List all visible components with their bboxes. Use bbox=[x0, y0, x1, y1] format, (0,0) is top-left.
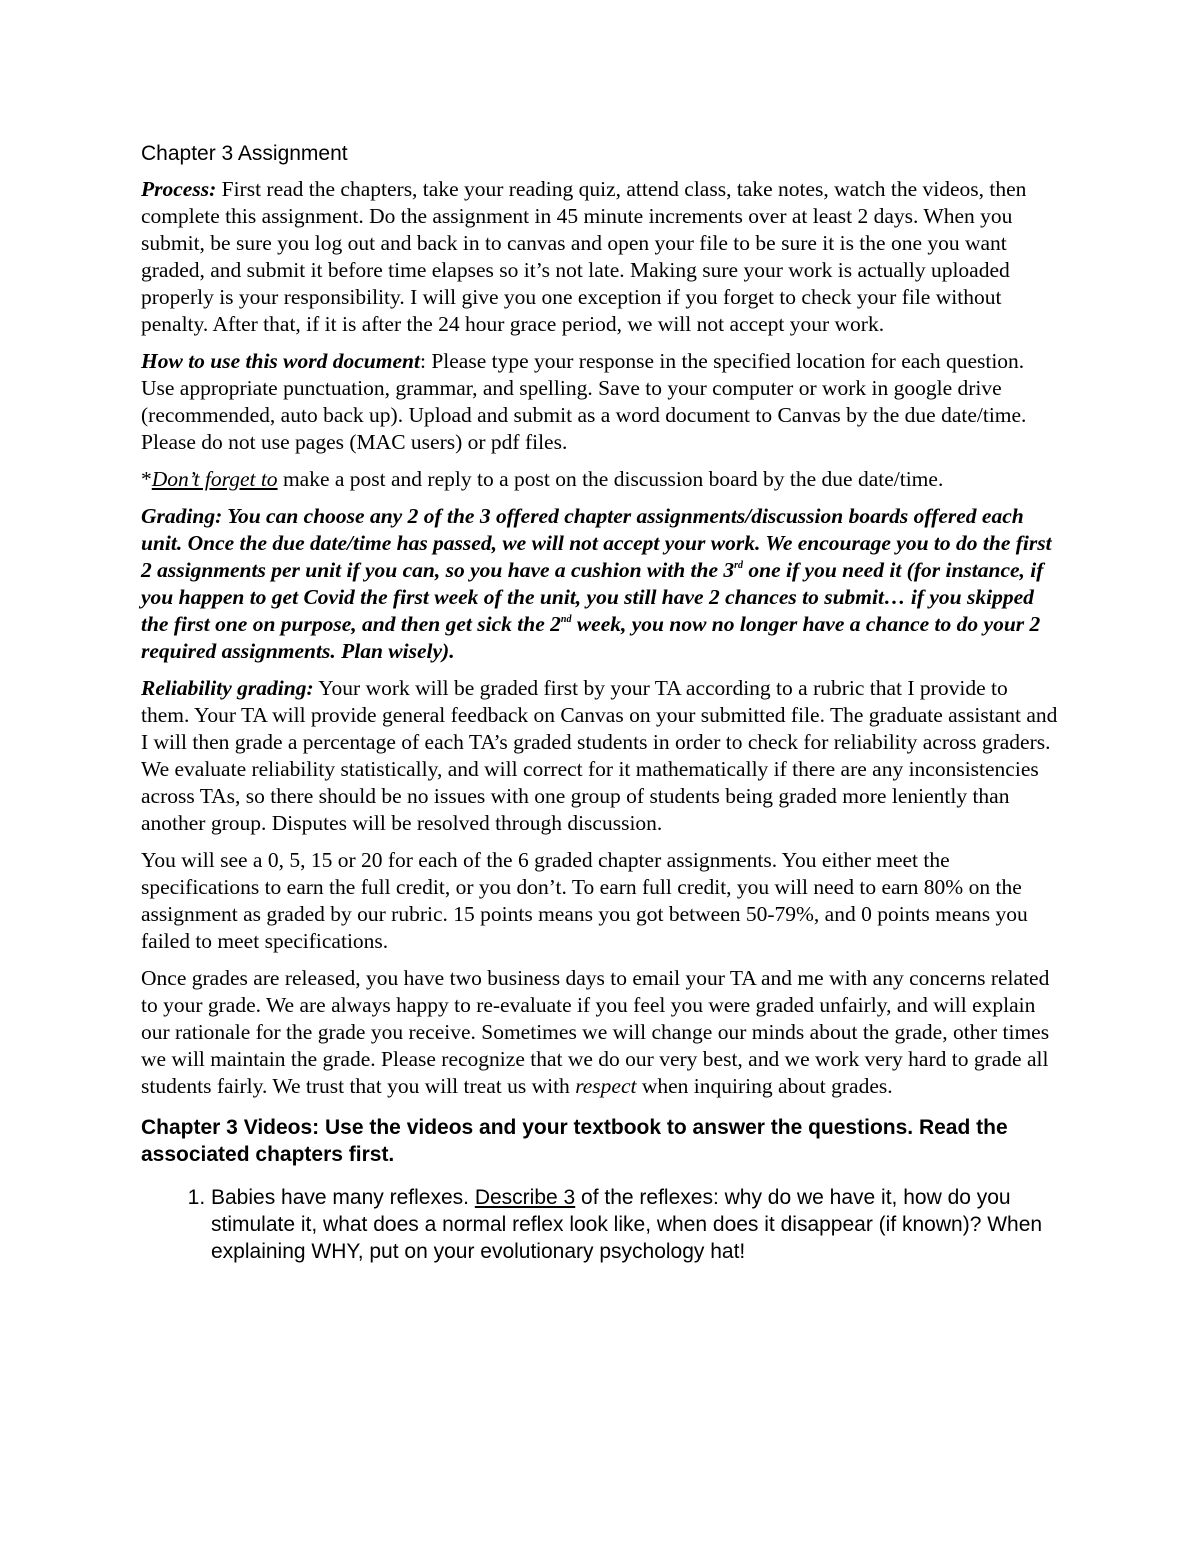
document-page bbox=[141, 140, 1061, 1265]
reminder-emphasis: Don’t forget to bbox=[151, 467, 278, 491]
grades-released-emphasis: respect bbox=[575, 1074, 637, 1098]
scores-paragraph: You will see a 0, 5, 15 or 20 for each of the 6 graded chapter assignments. You either meet the specifications to earn the full credit, or you don’t. To earn full credit, you will need to earn 80% on the assignment as graded by our rubric. 15 points means you got between 50-79%, and 0 points means you failed to meet specifications. bbox=[141, 848, 1028, 953]
question-item bbox=[211, 1184, 1061, 1265]
grades-released-text: Once grades are released, you have two business days to email your TA and me with any concerns related to your grade. We are always happy to re-evaluate if you feel you were graded unfairly, and will explain our rationale for the grade you receive. Sometimes we will change our minds about the grade, other times we will maintain the grade. Please recognize that we do our very best, and we work very hard to grade all students fairly. We trust that you will treat us with bbox=[141, 966, 1050, 1098]
reminder-prefix: * bbox=[141, 467, 152, 491]
grading-sup-nd: nd bbox=[560, 614, 572, 625]
process-label: Process: bbox=[141, 177, 217, 201]
grading-part-1: Grading: You can choose any 2 of the 3 offered chapter assignments/discussion boards offered each unit. Once the due date/time has passed, we will not accept your work. We encourage you to do the first 2 assignments per unit if you can, so you have a cushion with the 3 bbox=[141, 504, 1052, 582]
grading-sup-rd: rd bbox=[734, 560, 744, 571]
grading-part-3: week, you now no longer have a chance to do your 2 required assignments. Plan wisely). bbox=[141, 612, 1041, 663]
grading-part-2: one if you need it (for instance, if you happen to get Covid the first week of the unit, you still have 2 chances to submit… if you skipped the first one on purpose, and then get sick the 2 bbox=[141, 558, 1044, 636]
grades-released-tail: when inquiring about grades. bbox=[636, 1074, 893, 1098]
questions-list bbox=[141, 1184, 1061, 1265]
grades-released-paragraph bbox=[141, 965, 1061, 1100]
reminder-paragraph bbox=[141, 466, 1061, 493]
grading-paragraph bbox=[141, 503, 1061, 665]
reliability-label: Reliability grading: bbox=[141, 676, 314, 700]
document-title: Chapter 3 Assignment bbox=[141, 142, 348, 165]
process-text: First read the chapters, take your reading quiz, attend class, take notes, watch the videos, then complete this assignment. Do the assignment in 45 minute increments over at least 2 days. When you submit, be sure you log out and back in to canvas and open your file to be sure it is the one you want graded, and submit it before time elapses so it’s not late. Making sure your work is actually uploaded properly is your responsibility. I will give you one exception if you forget to check your file without penalty. After that, if it is after the 24 hour grace period, we will not accept your work. bbox=[141, 177, 1027, 336]
how-to-text: : Please type your response in the specified location for each question. Use appropriate punctuation, grammar, and spelling. Save to your computer or work in google drive (recommended, auto back up). Upload and submit as a word document to Canvas by the due date/time. Please do not use pages (MAC users) or pdf files. bbox=[141, 349, 1027, 454]
question-underlined: Describe 3 bbox=[474, 1186, 576, 1209]
reliability-paragraph bbox=[141, 675, 1061, 837]
videos-heading: Chapter 3 Videos: Use the videos and your textbook to answer the questions. Read the associated chapters first. bbox=[141, 1116, 1008, 1166]
how-to-label: How to use this word document bbox=[141, 349, 420, 373]
process-paragraph bbox=[141, 176, 1061, 338]
question-text-before: Babies have many reflexes. bbox=[211, 1186, 475, 1209]
reliability-text: Your work will be graded first by your TA according to a rubric that I provide to them. Your TA will provide general feedback on Canvas on your submitted file. The graduate assistant and I will then grade a percentage of each TA’s graded students in order to check for reliability across graders. We evaluate reliability statistically, and will correct for it mathematically if there are any inconsistencies across TAs, so there should be no issues with one group of students being graded more leniently than another group. Disputes will be resolved through discussion. bbox=[141, 676, 1058, 835]
how-to-paragraph bbox=[141, 348, 1061, 456]
reminder-text: make a post and reply to a post on the discussion board by the due date/time. bbox=[277, 467, 944, 491]
question-text-after: of the reflexes: why do we have it, how do you stimulate it, what does a normal reflex look like, when does it disappear (if known)? When explaining WHY, put on your evolutionary psychology hat! bbox=[211, 1186, 1043, 1263]
